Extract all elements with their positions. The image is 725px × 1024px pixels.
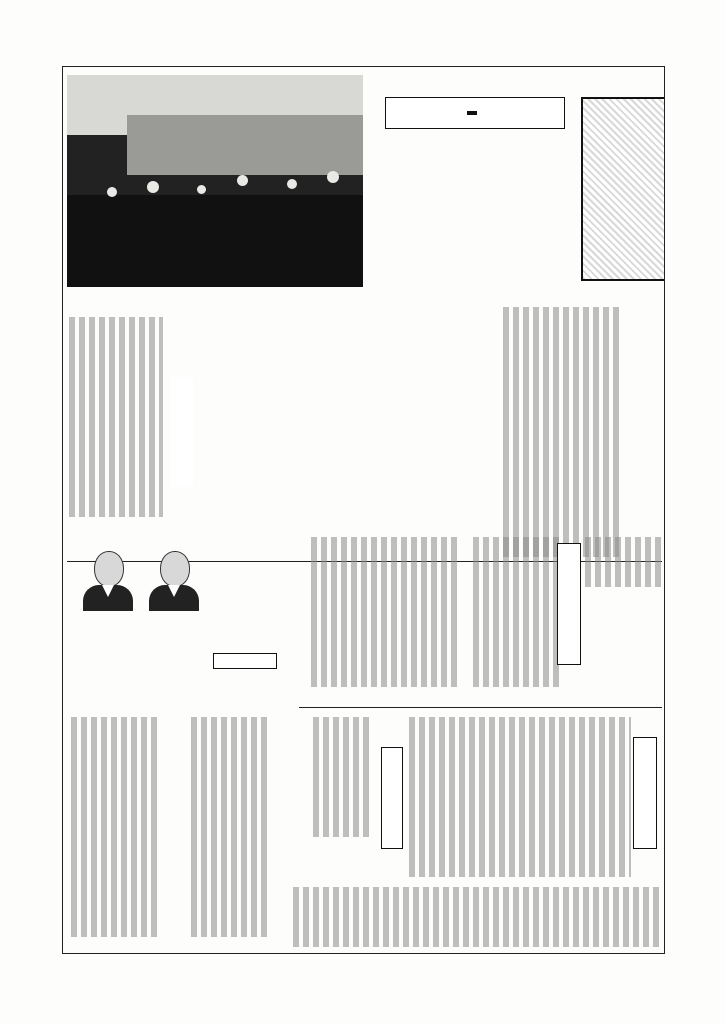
bottom-text [293, 887, 663, 947]
newspaper-page [62, 66, 665, 954]
lead-article-bottom [197, 311, 497, 551]
meeting-title-box [385, 97, 565, 129]
auditors-section-heading [381, 747, 403, 849]
photo-head [327, 171, 339, 183]
business-plan-text-mid [473, 537, 561, 687]
business-plan-text-upper [311, 537, 461, 687]
lead-article-top [393, 133, 523, 303]
sidebar-text [503, 307, 621, 557]
masthead-date [455, 52, 665, 66]
policy-text [69, 317, 163, 517]
masthead-page [62, 52, 212, 66]
mid-rule [299, 707, 662, 708]
photo-head [237, 175, 248, 186]
meeting-number [467, 111, 477, 115]
photo-head [107, 187, 117, 197]
newspaper-logo [581, 97, 665, 281]
board-section-box [213, 653, 277, 669]
masthead-title [212, 52, 455, 66]
policy-section-heading [171, 377, 193, 487]
masthead [62, 52, 665, 66]
directors-text [409, 717, 631, 877]
vice-speech-text [71, 717, 161, 937]
directors-section-heading [633, 737, 657, 849]
president-speech-text [191, 717, 267, 937]
meeting-photo [67, 75, 363, 287]
business-plan-heading [557, 543, 581, 665]
vice-president-portrait [81, 547, 135, 611]
photo-head [287, 179, 297, 189]
photo-hall [127, 115, 363, 175]
portrait-head [160, 551, 190, 587]
photo-head [197, 185, 206, 194]
portrait-head [94, 551, 124, 587]
business-plan-text-right [585, 537, 661, 587]
auditors-text [313, 717, 373, 837]
photo-crowd [67, 195, 363, 287]
photo-head [147, 181, 159, 193]
